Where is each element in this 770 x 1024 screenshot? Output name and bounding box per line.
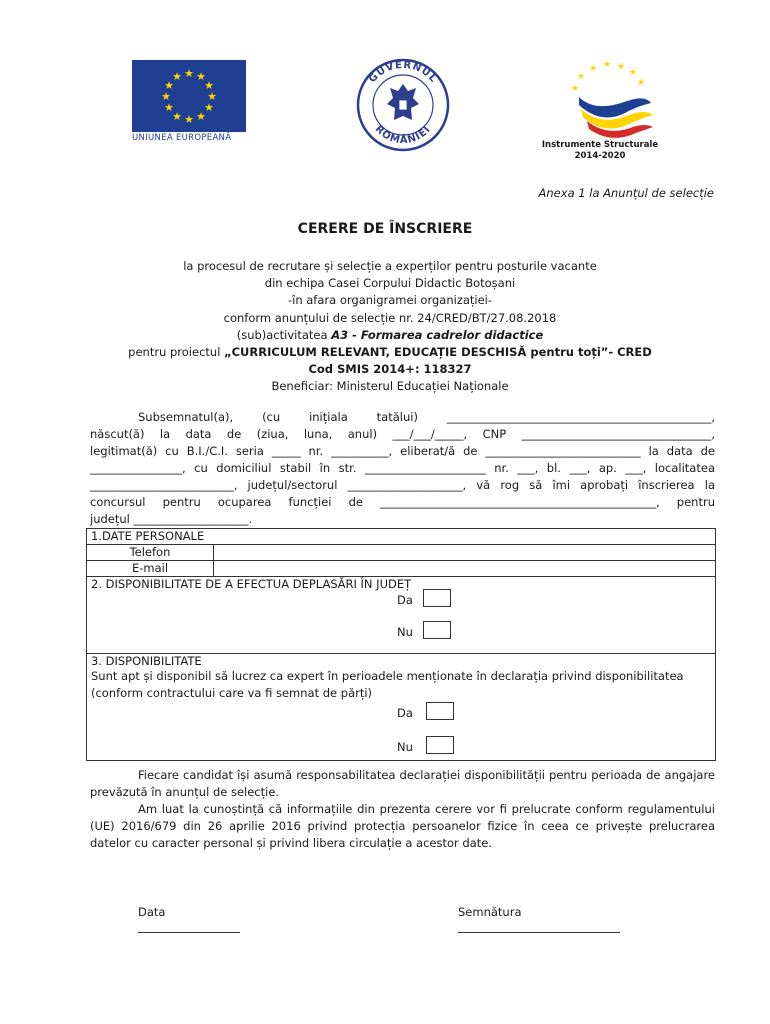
email-field[interactable]: [214, 561, 716, 577]
svg-text:★: ★: [602, 60, 612, 70]
responsibility-paragraph: Fiecare candidat își asumă responsabilitatea declarației disponibilității pentru perioada de angajare prevăzută în anunțul de selecție.: [90, 768, 715, 799]
structural-instruments-logo: [565, 55, 660, 140]
travel-yes-row: [91, 591, 711, 623]
svg-text:★: ★: [172, 110, 182, 123]
availability-text-line2: (conform contractului care va fi semnat de părți): [91, 686, 373, 700]
declaration-line[interactable]: născut(ă) la data de (ziua, luna, anul) ___/___/_____, CNP _________________________________,: [90, 427, 715, 441]
declaration-line[interactable]: concursul pentru ocuparea funcției de ________________________________________________, pentru: [90, 495, 715, 509]
is-caption-line1: Instrumente Structurale: [541, 140, 659, 150]
svg-text:★: ★: [196, 110, 206, 123]
is-caption-line2: 2014-2020: [574, 151, 626, 161]
annex-number: Anexa 1: [538, 186, 586, 200]
intro-line: conform anunțului de selecție nr. 24/CRED/BT/27.08.2018: [223, 310, 557, 325]
declaration-line[interactable]: legitimat(ă) cu B.I./C.I. seria _____ nr. __________, eliberat/ă de ___________________________ la data de: [90, 444, 715, 458]
declaration-paragraph: [90, 409, 715, 528]
travel-no-label: Nu: [397, 625, 413, 639]
svg-text:★: ★: [570, 84, 580, 94]
document-title: CERERE DE ÎNSCRIERE: [297, 221, 473, 237]
availability-yes-row: [91, 702, 711, 736]
svg-text:ROMÂNIEI: ROMÂNIEI: [372, 123, 434, 147]
svg-text:★: ★: [161, 90, 171, 103]
signature-label: Semnătura: [458, 905, 522, 919]
date-label: Data: [138, 905, 166, 919]
svg-text:★: ★: [172, 70, 182, 83]
annex-label: [539, 186, 714, 200]
intro-line: [80, 361, 700, 378]
intro-line: din echipa Casei Corpului Didactic Botoșani: [264, 276, 516, 291]
availability-no-checkbox[interactable]: [426, 736, 454, 754]
eu-stars-icon: [132, 60, 246, 132]
availability-statement: [91, 668, 711, 702]
section-availability-title: 3. DISPONIBILITATE: [91, 654, 202, 668]
section-travel-availability: [87, 577, 716, 654]
eu-caption: UNIUNEA EUROPEANĂ: [132, 133, 232, 143]
svg-text:★: ★: [164, 101, 174, 114]
travel-no-checkbox[interactable]: [423, 621, 451, 639]
activity-prefix: (sub)activitatea: [236, 327, 332, 342]
project-name: „CURRICULUM RELEVANT, EDUCAȚIE DESCHISĂ pentru toți”- CRED: [224, 345, 652, 360]
intro-line: -în afara organigramei organizației-: [287, 293, 493, 308]
travel-yes-label: Da: [397, 593, 413, 607]
annex-rest: la Anunțul de selecție: [585, 186, 714, 200]
smis-code: Cod SMIS 2014+: 118327: [308, 362, 472, 377]
application-form-table: [86, 528, 716, 761]
availability-yes-label: Da: [397, 706, 413, 720]
svg-text:★: ★: [636, 78, 646, 88]
intro-line: [80, 327, 700, 344]
declaration-line[interactable]: județul ____________________.: [90, 512, 253, 526]
declaration-line[interactable]: _________________________, județul/sectorul ____________________, vă rog să îmi aprobați înscrierea la: [90, 478, 715, 492]
signature-line[interactable]: [458, 932, 620, 933]
svg-text:GUVERNUL: GUVERNUL: [367, 59, 440, 86]
availability-no-row: [91, 736, 711, 758]
structural-instruments-caption: [540, 140, 660, 162]
intro-line: [80, 344, 700, 361]
footer-text: [90, 767, 715, 852]
availability-text-line1: Sunt apt și disponibil să lucrez ca expert în perioadele menționate în declarația privind disponibilitatea: [91, 669, 684, 683]
declaration-line[interactable]: ________________, cu domiciliul stabil în str. _____________________ nr. ___, bl. ___, ap. ___, localitatea: [90, 461, 715, 475]
declaration-line[interactable]: Subsemnatul(a), (cu inițiala tatălui) ______________________________________________,: [138, 410, 715, 424]
svg-text:★: ★: [184, 113, 194, 126]
svg-text:★: ★: [576, 72, 586, 82]
intro-line: la procesul de recrutare și selecție a experților pentru posturile vacante: [183, 259, 597, 273]
gdpr-paragraph: Am luat la cunoștință că informațiile din prezenta cerere vor fi prelucrate conform regulamentului (UE) 2016/679 din 26 aprilie 2016 privind protecția persoanelor fizice în ceea ce privește prelucrarea datelor cu caracter personal și privind libera circulație a acestor date.: [90, 802, 715, 850]
date-line[interactable]: [138, 932, 240, 933]
phone-field[interactable]: [214, 545, 716, 561]
phone-label: Telefon: [87, 545, 214, 561]
government-seal-logo: [356, 58, 450, 152]
svg-text:★: ★: [196, 70, 206, 83]
section-personal-data-title: 1.DATE PERSONALE: [87, 529, 716, 545]
intro-line: Beneficiar: Ministerul Educației Naționale: [271, 379, 509, 394]
svg-text:★: ★: [207, 90, 217, 103]
section-travel-title: 2. DISPONIBILITATE DE A EFECTUA DEPLASĂRI ÎN JUDEȚ: [91, 577, 412, 591]
eu-flag-logo: [132, 60, 246, 132]
svg-text:★: ★: [204, 101, 214, 114]
svg-text:★: ★: [184, 67, 194, 80]
activity-name: A3 - Formarea cadrelor didactice: [331, 327, 544, 342]
svg-text:★: ★: [616, 62, 626, 72]
intro-block: [80, 258, 700, 396]
svg-text:★: ★: [204, 79, 214, 92]
availability-yes-checkbox[interactable]: [426, 702, 454, 720]
travel-yes-checkbox[interactable]: [423, 589, 451, 607]
section-availability: [87, 654, 716, 761]
svg-text:★: ★: [588, 64, 598, 74]
project-prefix: pentru proiectul: [128, 345, 225, 360]
travel-no-row: [91, 623, 711, 649]
email-label: E-mail: [87, 561, 214, 577]
svg-text:★: ★: [628, 68, 638, 78]
svg-text:★: ★: [164, 79, 174, 92]
availability-no-label: Nu: [397, 740, 413, 754]
